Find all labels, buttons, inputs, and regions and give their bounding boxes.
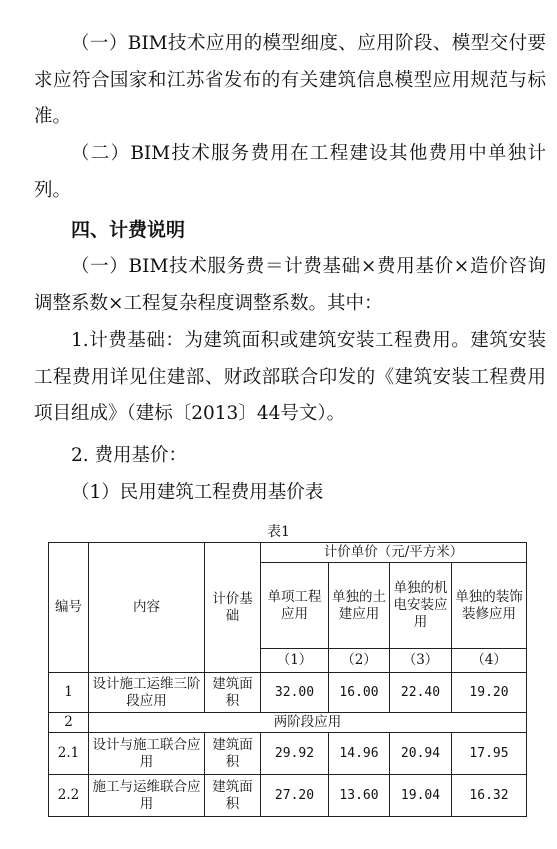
row-content: 两阶段应用 bbox=[89, 713, 527, 733]
row-value-3: 20.94 bbox=[390, 733, 452, 775]
fee-table bbox=[48, 542, 527, 817]
row-value-4: 16.32 bbox=[452, 775, 527, 817]
header-index-2: （2） bbox=[329, 649, 390, 673]
table-caption: 表1 bbox=[267, 524, 290, 540]
row-value-3: 19.04 bbox=[390, 775, 452, 817]
row-no: 2.2 bbox=[49, 775, 89, 817]
header-index-1: （1） bbox=[261, 649, 329, 673]
row-value-4: 17.95 bbox=[452, 733, 527, 775]
row-value-2: 13.60 bbox=[329, 775, 390, 817]
paragraph-model-requirements: （一）BIM技术应用的模型细度、应用阶段、模型交付要求应符合国家和江苏省发布的有关建筑信息模型应用规范与标准。 bbox=[34, 33, 546, 127]
row-value-3: 22.40 bbox=[390, 673, 452, 713]
row-value-1: 32.00 bbox=[261, 673, 329, 713]
row-no: 2.1 bbox=[49, 733, 89, 775]
table-row bbox=[49, 775, 527, 817]
header-unit-price: 计价单价（元/平方米） bbox=[261, 543, 527, 563]
row-basis: 建筑面积 bbox=[205, 775, 261, 817]
row-content: 设计施工运维三阶段应用 bbox=[89, 673, 205, 713]
header-no: 编号 bbox=[49, 543, 89, 673]
row-content: 设计与施工联合应用 bbox=[89, 733, 205, 775]
header-index-3: （3） bbox=[390, 649, 452, 673]
header-index-4: （4） bbox=[452, 649, 527, 673]
row-basis: 建筑面积 bbox=[205, 733, 261, 775]
section-title: 四、计费说明 bbox=[71, 219, 186, 241]
table-intro: （1）民用建筑工程费用基价表 bbox=[71, 482, 324, 503]
row-no: 2 bbox=[49, 713, 89, 733]
header-civil: 单独的土建应用 bbox=[329, 563, 390, 649]
header-content: 内容 bbox=[89, 543, 205, 673]
row-value-4: 19.20 bbox=[452, 673, 527, 713]
header-single-project: 单项工程应用 bbox=[261, 563, 329, 649]
row-value-1: 27.20 bbox=[261, 775, 329, 817]
header-mep: 单独的机电安装应用 bbox=[390, 563, 452, 649]
item-base-price: 2. 费用基价： bbox=[71, 445, 188, 466]
row-content: 施工与运维联合应用 bbox=[89, 775, 205, 817]
row-basis: 建筑面积 bbox=[205, 673, 261, 713]
paragraph-separate-listing: （二）BIM技术服务费用在工程建设其他费用中单独计列。 bbox=[34, 143, 546, 201]
paragraph-fee-formula: （一）BIM技术服务费＝计费基础×费用基价×造价咨询调整系数×工程复杂程度调整系数。其中： bbox=[34, 256, 546, 314]
header-basis: 计价基础 bbox=[205, 543, 261, 673]
row-value-2: 16.00 bbox=[329, 673, 390, 713]
paragraph-fee-basis: 1.计费基础：为建筑面积或建筑安装工程费用。建筑安装工程费用详见住建部、财政部联合印发的《建筑安装工程费用项目组成》（建标〔2013〕44号文）。 bbox=[34, 330, 546, 424]
table-row bbox=[49, 713, 527, 733]
table-row bbox=[49, 673, 527, 713]
row-value-2: 14.96 bbox=[329, 733, 390, 775]
table-row bbox=[49, 733, 527, 775]
header-decoration: 单独的装饰装修应用 bbox=[452, 563, 527, 649]
table-header-row-1 bbox=[49, 543, 527, 563]
row-no: 1 bbox=[49, 673, 89, 713]
row-value-1: 29.92 bbox=[261, 733, 329, 775]
